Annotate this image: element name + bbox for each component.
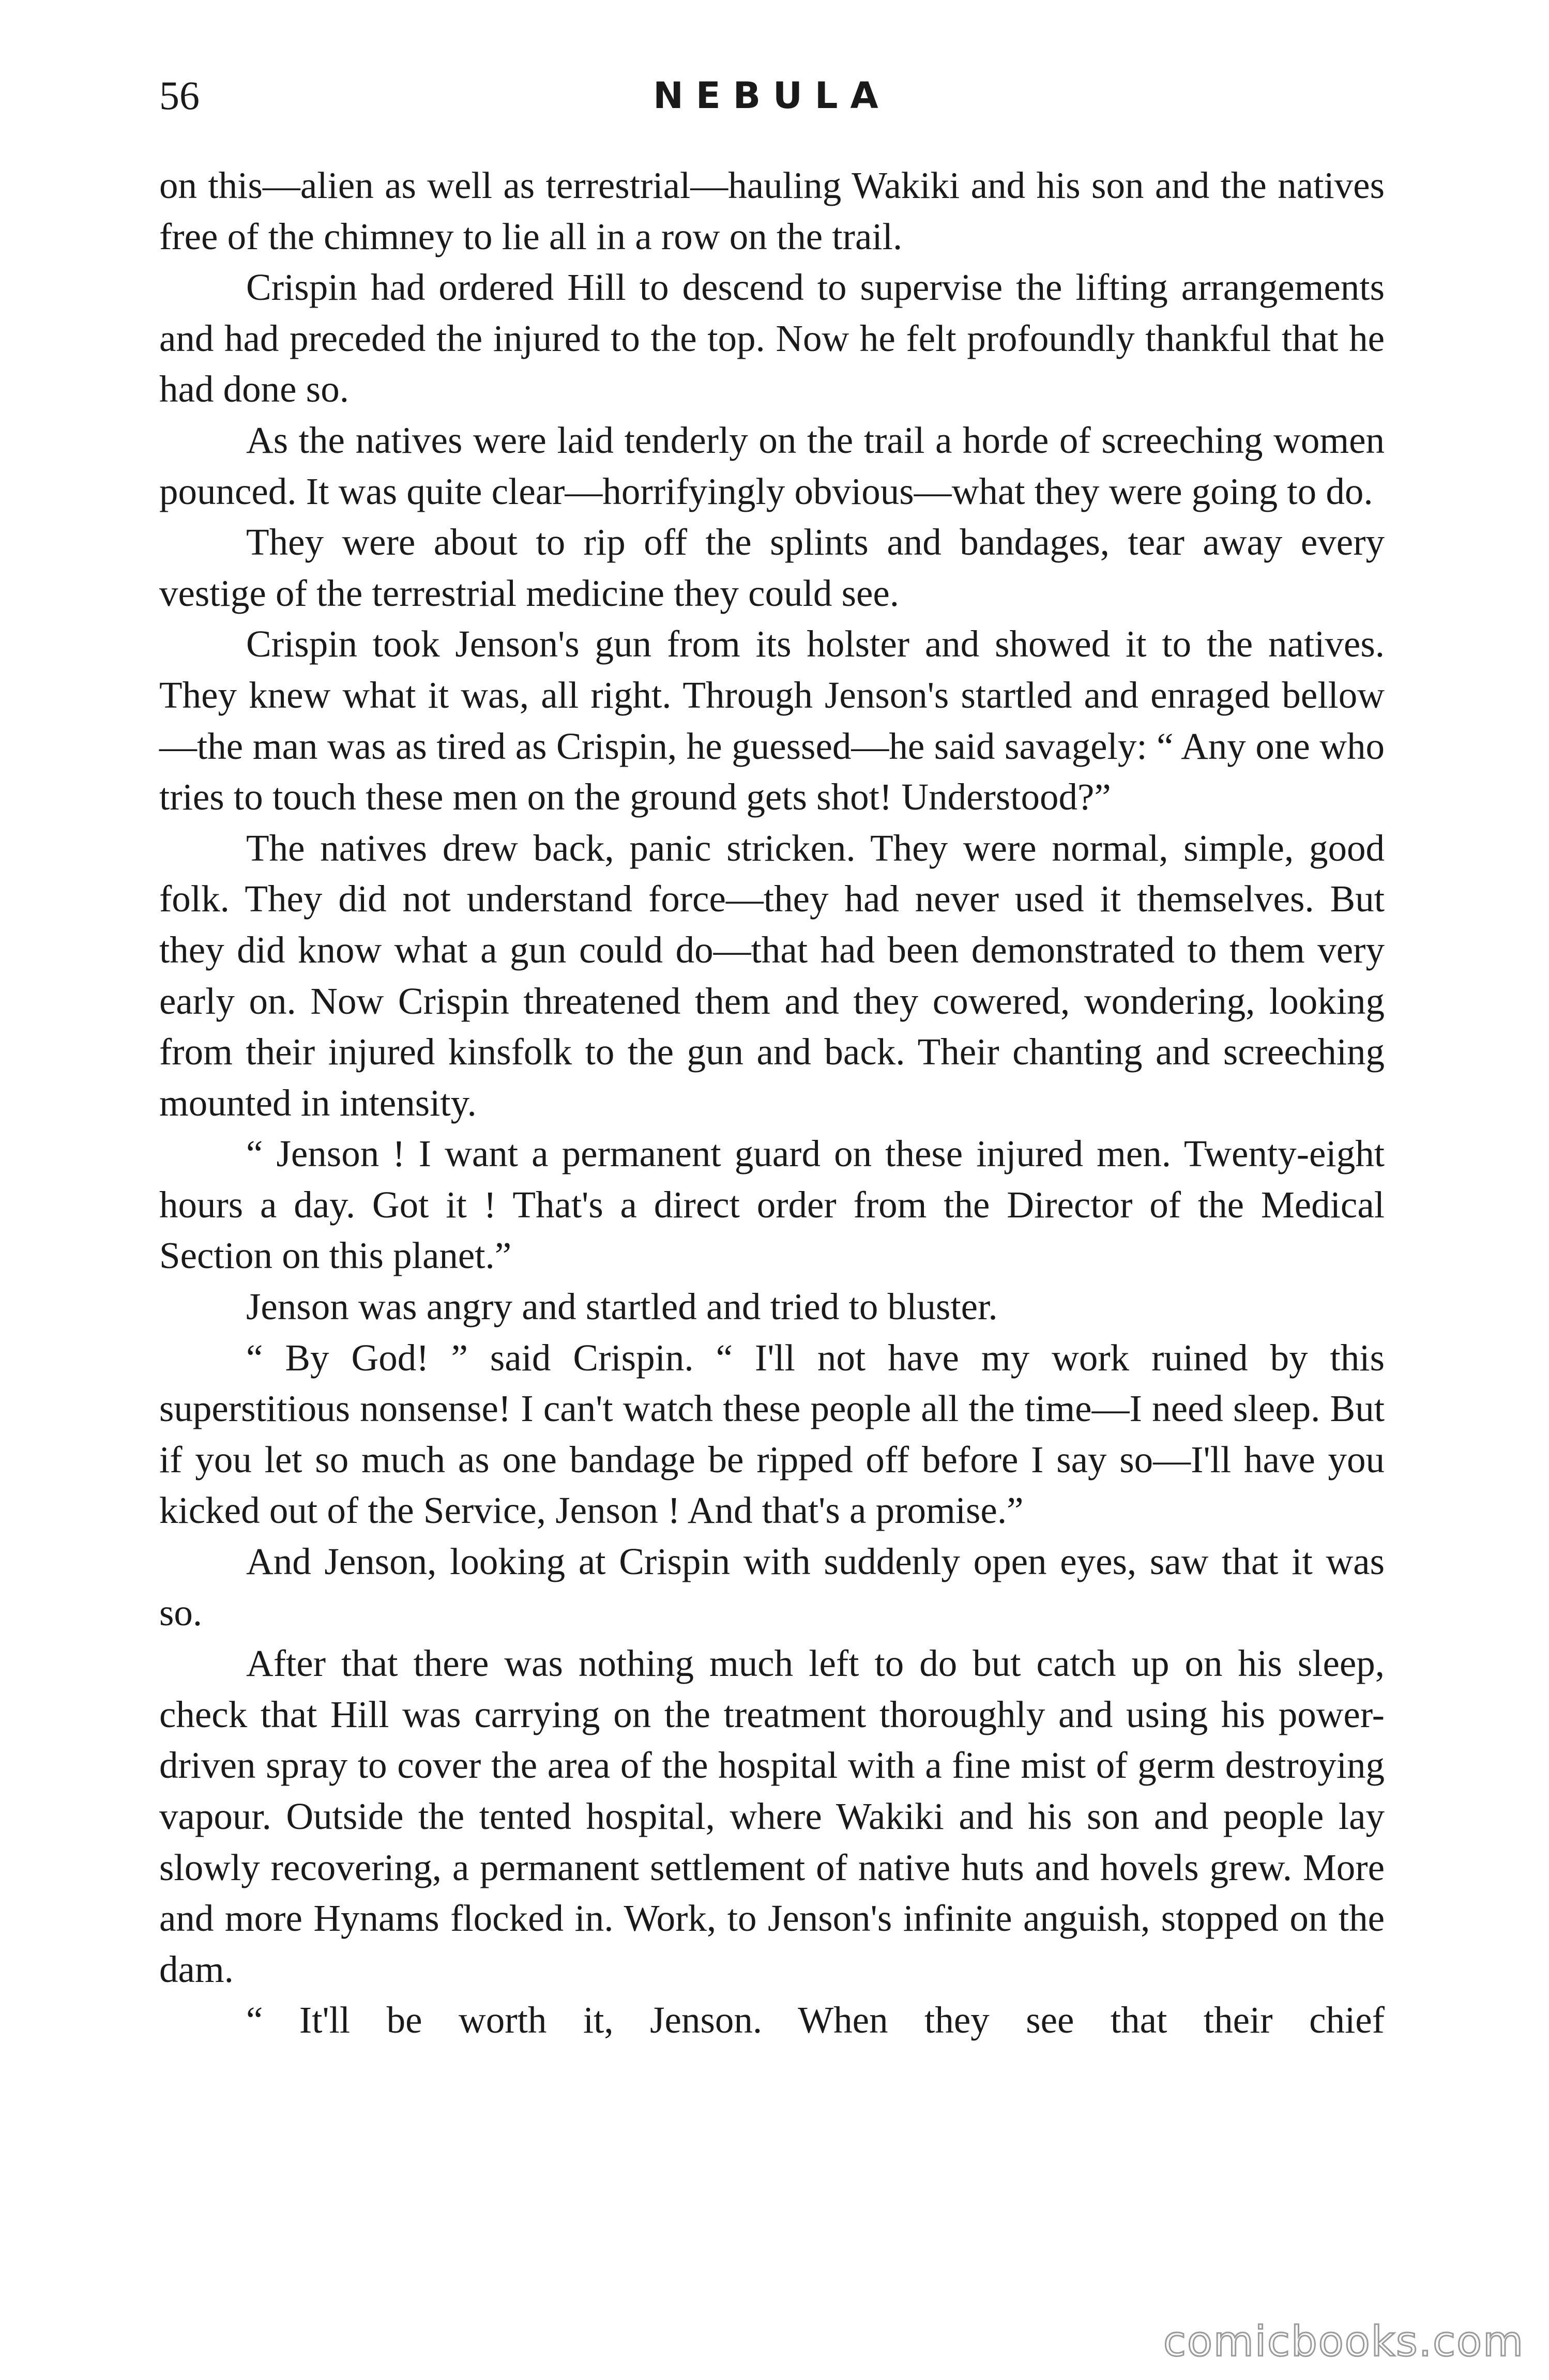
- watermark-logo: comicbooks.com: [1163, 2317, 1524, 2366]
- paragraph: As the natives were laid tenderly on the trail a horde of screeching women pounced. It was quite clear—horrifyingly obvious—what they were going to do.: [159, 419, 1385, 512]
- paragraph: And Jenson, looking at Crispin with suddenly open eyes, saw that it was so.: [159, 1540, 1385, 1634]
- paragraph: “ It'll be worth it, Jenson. When they see that their chief: [246, 1999, 1385, 2041]
- paragraph: Crispin took Jenson's gun from its holster and showed it to the natives. They knew what it was, all right. Through Jenson's startled and enraged bellow—the man was as tired as Crispin, he guessed—he said savagely: “ Any one who tries to touch these men on the ground gets shot! Understood?”: [159, 623, 1385, 818]
- paragraph: “ By God! ” said Crispin. “ I'll not have my work ruined by this superstitious nonsense! I can't watch these people all the time—I need sleep. But if you let so much as one bandage be ripped off before I say so—I'll have you kicked out of the Service, Jenson ! And that's a promise.”: [159, 1336, 1385, 1532]
- paragraph: After that there was nothing much left to do but catch up on his sleep, check that Hill was carrying on the treatment thoroughly and using his power-driven spray to cover the area of the hospital with a fine mist of germ destroying vapour. Outside the tented hospital, where Wakiki and his son and people lay slowly recovering, a permanent settlement of native huts and hovels grew. More and more Hynams flocked in. Work, to Jenson's infinite anguish, stopped on the dam.: [159, 1642, 1385, 1990]
- page-number: 56: [159, 73, 200, 118]
- paragraph: Crispin had ordered Hill to descend to supervise the lifting arrangements and had preceded the injured to the top. Now he felt profoundly thankful that he had done so.: [159, 266, 1385, 410]
- paragraph: on this—alien as well as terrestrial—hauling Wakiki and his son and the natives free of the chimney to lie all in a row on the trail.: [159, 164, 1385, 257]
- paragraph: The natives drew back, panic stricken. They were normal, simple, good folk. They did not understand force—they had never used it themselves. But they did know what a gun could do—that had been demonstrated to them very early on. Now Crispin threatened them and they cowered, wondering, looking from their injured kinsfolk to the gun and back. Their chanting and screeching mounted in intensity.: [159, 827, 1385, 1124]
- paragraph: Jenson was angry and startled and tried to bluster.: [246, 1286, 998, 1328]
- paragraph: “ Jenson ! I want a permanent guard on these injured men. Twenty-eight hours a day. Got it ! That's a direct order from the Director of the Medical Section on this planet.”: [159, 1133, 1385, 1277]
- running-title: NEBULA: [653, 74, 891, 117]
- paragraph: They were about to rip off the splints and bandages, tear away every vestige of the terrestrial medicine they could see.: [159, 521, 1385, 614]
- page-header: [159, 67, 1385, 124]
- body-text: [159, 160, 1385, 2046]
